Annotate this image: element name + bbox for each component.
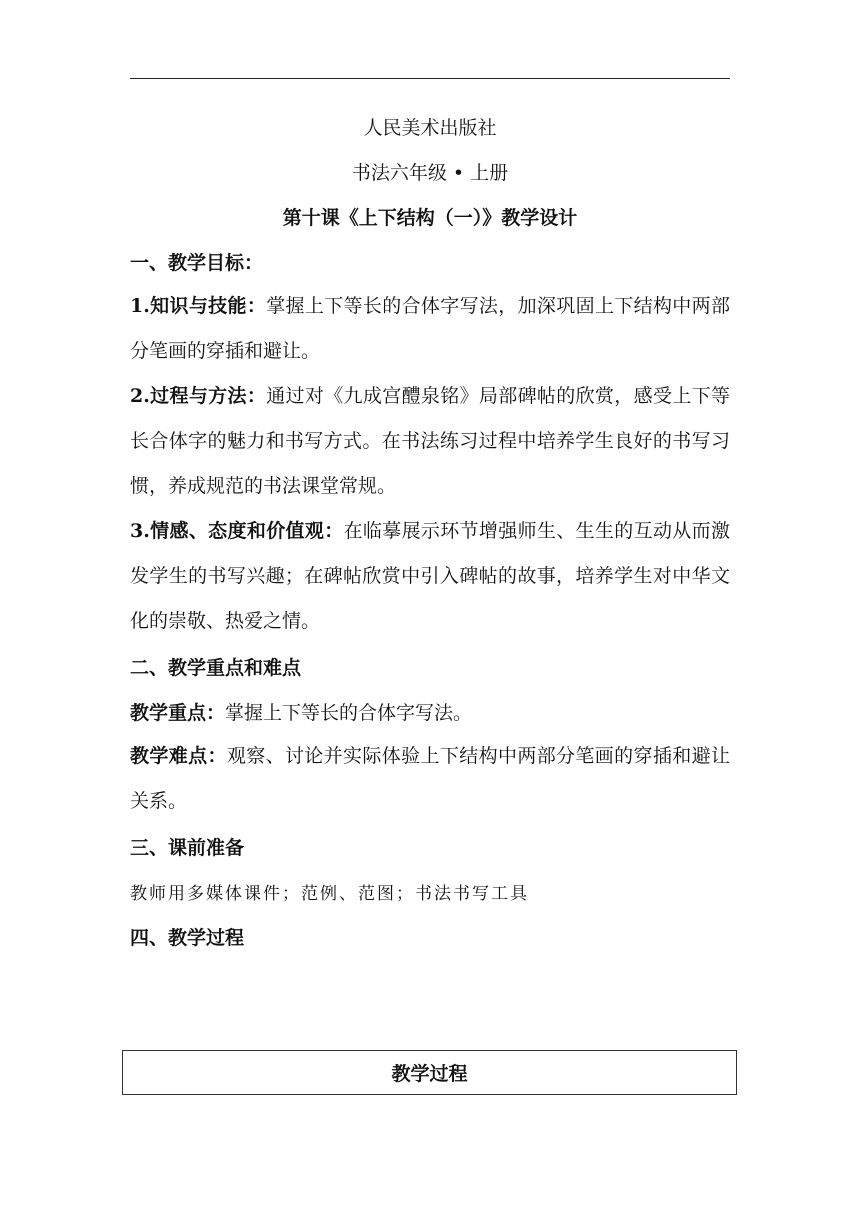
preparation-heading: 三、课前准备 xyxy=(130,837,245,859)
preparation-text: 教师用多媒体课件；范例、范图；书法书写工具 xyxy=(130,884,529,904)
teaching-difficulty-label: 教学难点： xyxy=(130,745,227,767)
publisher-name: 人民美术出版社 xyxy=(363,117,497,139)
process-heading: 四、教学过程 xyxy=(130,927,245,949)
objective-2-text: 通过对《九成宫醴泉铭》局部碑帖的欣赏，感受上下等长合体字的魅力和书写方式。在书法练习过程中培养学生良好的书写习惯，养成规范的书法课堂常规。 xyxy=(130,385,730,497)
key-points-heading: 二、教学重点和难点 xyxy=(130,657,302,679)
objective-emotion-values xyxy=(130,509,730,644)
teaching-focus-label: 教学重点： xyxy=(130,702,226,724)
objective-3-label: 3.情感、态度和价值观： xyxy=(130,520,344,542)
teaching-focus xyxy=(130,701,730,725)
process-table-header-text: 教学过程 xyxy=(391,1063,468,1085)
objective-3-text: 在临摹展示环节增强师生、生生的互动从而激发学生的书写兴趣；在碑帖欣赏中引入碑帖的故事，培养学生对中华文化的崇敬、热爱之情。 xyxy=(130,520,730,632)
book-title: 书法六年级 • 上册 xyxy=(351,162,509,184)
lesson-title: 第十课《上下结构（一）》教学设计 xyxy=(282,207,578,229)
objective-process-methods xyxy=(130,374,730,509)
teaching-focus-text: 掌握上下等长的合体字写法。 xyxy=(225,702,473,724)
objective-1-text: 掌握上下等长的合体字写法，加深巩固上下结构中两部分笔画的穿插和避让。 xyxy=(130,295,730,362)
objective-knowledge-skills xyxy=(130,284,730,374)
objective-1-label: 1.知识与技能： xyxy=(130,295,267,317)
objectives-heading: 一、教学目标： xyxy=(130,252,264,274)
header-rule xyxy=(130,78,730,79)
objective-2-label: 2.过程与方法： xyxy=(130,385,267,407)
teaching-difficulty-text: 观察、讨论并实际体验上下结构中两部分笔画的穿插和避让关系。 xyxy=(130,745,730,812)
process-table-header xyxy=(122,1050,737,1095)
teaching-difficulty xyxy=(130,734,730,824)
